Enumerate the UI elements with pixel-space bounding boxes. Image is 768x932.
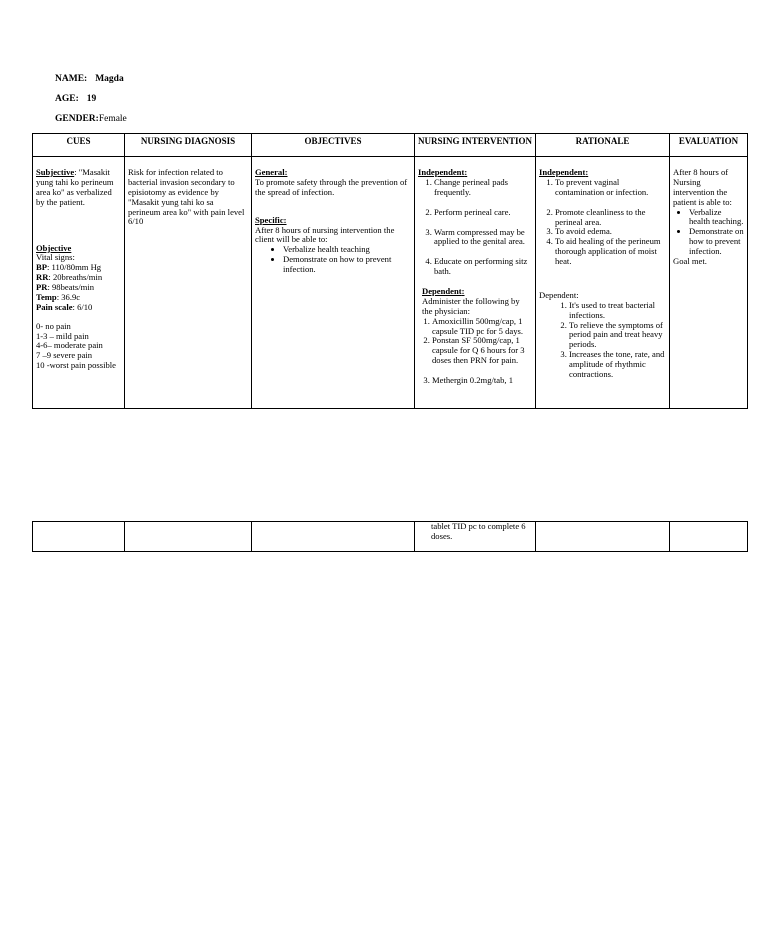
pain-line bbox=[36, 303, 121, 313]
independent-list bbox=[418, 178, 532, 277]
list-item: 2. Promote cleanliness to the perineal area. bbox=[555, 208, 666, 228]
diagnosis-cell-cont bbox=[125, 522, 252, 552]
list-item: 4. To aid healing of the perineum thorough application of moist heat. bbox=[555, 237, 666, 267]
evaluation-cell-cont bbox=[670, 522, 748, 552]
intervention-cell-cont bbox=[415, 522, 536, 552]
list-item: • Verbalize health teaching bbox=[283, 245, 411, 255]
bp-value: : 110/80mm Hg bbox=[46, 262, 102, 273]
dependent-intro: Administer the following by the physician: bbox=[422, 295, 520, 316]
continued-table bbox=[32, 521, 748, 552]
pr-label: PR bbox=[36, 282, 48, 292]
rationale-cell-cont bbox=[536, 522, 670, 552]
table-header-row bbox=[33, 134, 748, 157]
continued-text: tablet TID pc to complete 6 doses. bbox=[431, 521, 526, 541]
col-header-rationale: RATIONALE bbox=[536, 134, 670, 157]
objectives-cell-cont bbox=[252, 522, 415, 552]
age-line bbox=[55, 94, 96, 105]
diagnosis-cell bbox=[125, 157, 252, 409]
general-text: To promote safety through the prevention of the spread of infection. bbox=[255, 176, 408, 197]
subjective-text: : "Masakit yung tahi ko perineum area ko" as verbalized by the patient. bbox=[36, 167, 114, 207]
list-item: • Demonstrate on how to prevent infection. bbox=[689, 227, 744, 257]
specific-text: After 8 hours of nursing intervention the client will be able to: bbox=[255, 224, 395, 245]
intervention-cell bbox=[415, 157, 536, 409]
cues-cell-cont bbox=[33, 522, 125, 552]
col-header-diagnosis: NURSING DIAGNOSIS bbox=[125, 134, 252, 157]
list-item: 1. To prevent vaginal contamination or infection. bbox=[555, 178, 666, 198]
pain-value: : 6/10 bbox=[72, 301, 93, 312]
table-row bbox=[33, 522, 748, 552]
col-header-cues: CUES bbox=[33, 134, 125, 157]
col-header-intervention: NURSING INTERVENTION bbox=[415, 134, 536, 157]
goal-text: Goal met. bbox=[673, 255, 707, 266]
pain-scale-3: 7 –9 severe pain bbox=[36, 350, 93, 361]
list-item: 1. It's used to treat bacterial infections. bbox=[569, 301, 666, 321]
col-header-objectives: OBJECTIVES bbox=[252, 134, 415, 157]
objective-label: Objective bbox=[36, 242, 72, 253]
evaluation-list bbox=[673, 208, 744, 257]
rationale-independent-list bbox=[539, 178, 666, 267]
general-label: General: bbox=[255, 167, 288, 177]
pain-scale-0: 0- no pain bbox=[36, 320, 71, 331]
rationale-dependent-label: Dependent: bbox=[539, 289, 579, 300]
objectives-list bbox=[255, 245, 411, 275]
vital-signs-label: Vital signs: bbox=[36, 252, 75, 263]
gender-value: Female bbox=[98, 114, 127, 124]
table-row bbox=[33, 157, 748, 409]
specific-label: Specific: bbox=[255, 214, 287, 225]
pr-value: : 98beats/min bbox=[47, 282, 95, 292]
list-item: • Verbalize health teaching. bbox=[689, 208, 744, 228]
rationale-independent-label: Independent: bbox=[539, 167, 589, 177]
evaluation-cell bbox=[670, 157, 748, 409]
temp-value: : 36.9c bbox=[56, 291, 81, 302]
pain-scale-2: 4-6– moderate pain bbox=[36, 340, 103, 351]
rr-label: RR bbox=[36, 272, 49, 283]
independent-label: Independent: bbox=[418, 167, 468, 177]
list-item: 4. Educate on performing sitz bath. bbox=[434, 257, 532, 277]
rationale-cell bbox=[536, 157, 670, 409]
evaluation-intro: After 8 hours of Nursing intervention the patient is able to: bbox=[673, 167, 732, 207]
list-item: 3. To avoid edema. bbox=[555, 227, 666, 237]
name-line bbox=[55, 74, 124, 85]
dependent-list bbox=[418, 317, 532, 386]
list-item: 3. Increases the tone, rate, and amplitude of rhythmic contractions. bbox=[569, 350, 666, 380]
objectives-cell bbox=[252, 157, 415, 409]
bp-label: BP bbox=[36, 262, 47, 273]
list-item: 2. Ponstan SF 500mg/cap, 1 capsule for Q 6 hours for 3 doses then PRN for pain. bbox=[432, 336, 532, 366]
age-label: AGE: bbox=[55, 94, 79, 104]
age-value: 19 bbox=[86, 94, 97, 104]
rationale-dependent-list bbox=[539, 301, 666, 380]
gender-label: GENDER: bbox=[55, 114, 99, 124]
pain-scale-4: 10 -worst pain possible bbox=[36, 360, 116, 371]
name-value: Magda bbox=[95, 74, 124, 84]
cues-cell bbox=[33, 157, 125, 409]
temp-label: Temp bbox=[36, 291, 57, 302]
list-item: 3. Methergin 0.2mg/tab, 1 bbox=[432, 376, 532, 386]
list-item: 1. Amoxicillin 500mg/cap, 1 capsule TID pc for 5 days. bbox=[432, 317, 532, 337]
list-item: • Demonstrate on how to prevent infection. bbox=[283, 255, 411, 275]
name-label: NAME: bbox=[55, 74, 88, 84]
diagnosis-text: Risk for infection related to bacterial invasion secondary to episiotomy as evidence by "Masakit yung tahi ko sa perineum area ko" with pain level 6/10 bbox=[128, 167, 245, 227]
pain-label: Pain scale bbox=[36, 301, 73, 312]
pain-scale-1: 1-3 – mild pain bbox=[36, 330, 89, 341]
rr-value: : 20breaths/min bbox=[48, 272, 103, 283]
list-item: 2. Perform perineal care. bbox=[434, 208, 532, 218]
subjective-block bbox=[36, 168, 121, 208]
list-item: 3. Warm compressed may be applied to the genital area. bbox=[434, 228, 532, 248]
list-item: 1. Change perineal pads frequently. bbox=[434, 178, 532, 198]
subjective-label: Subjective bbox=[36, 167, 75, 177]
gender-line bbox=[55, 114, 127, 125]
care-plan-table bbox=[32, 133, 748, 409]
dependent-label: Dependent: bbox=[422, 286, 465, 296]
col-header-evaluation: EVALUATION bbox=[670, 134, 748, 157]
list-item: 2. To relieve the symptoms of period pain and treat heavy periods. bbox=[569, 321, 666, 351]
